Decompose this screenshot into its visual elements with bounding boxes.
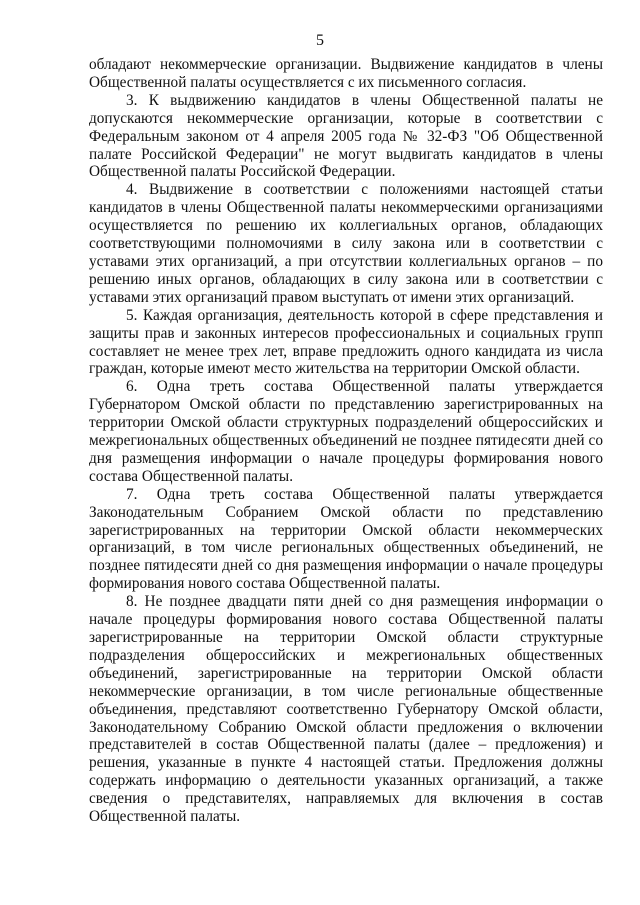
paragraph-item-7: 7. Одна треть состава Общественной палаты утверждается Законодательным Собранием Омской области по представлению зарегистрированных на территории Омской области некоммерческих организаций, в том числе региональных общественных объединений, не позднее пятидесяти дней со дня размещения информации о начале процедуры формирования нового состава Общественной палаты. <box>89 485 603 593</box>
paragraph-item-5: 5. Каждая организация, деятельность которой в сфере представления и защиты прав и законных интересов профессиональных и социальных групп составляет не менее трех лет, вправе предложить одного кандидата из числа граждан, которые имеют место жительства на территории Омской области. <box>89 306 603 378</box>
paragraph-item-6: 6. Одна треть состава Общественной палаты утверждается Губернатором Омской области по представлению зарегистрированных на территории Омской области структурных подразделений общероссийских и межрегиональных общественных объединений не позднее пятидесяти дней со дня размещения информации о начале процедуры формирования нового состава Общественной палаты. <box>89 378 603 485</box>
paragraph-item-3: 3. К выдвижению кандидатов в члены Общественной палаты не допускаются некоммерческие организации, которые в соответствии с Федеральным законом от 4 апреля 2005 года № 32-ФЗ "Об Общественной палате Российской Федерации" не могут выдвигать кандидатов в члены Общественной палаты Российской Федерации. <box>89 91 603 181</box>
paragraph-continuation: обладают некоммерческие организации. Выдвижение кандидатов в члены Общественной палаты осуществляется с их письменного согласия. <box>89 56 603 91</box>
paragraph-item-4: 4. Выдвижение в соответствии с положениями настоящей статьи кандидатов в члены Общественной палаты некоммерческими организациями осуществляется по решению их коллегиальных органов, обладающих соответствующими полномочиями в силу закона или в соответствии с уставами этих организаций, а при отсутствии коллегиальных органов – по решению иных органов, обладающих в силу закона или в соответствии с уставами этих организаций правом выступать от имени этих организаций. <box>89 181 603 306</box>
page-number: 5 <box>316 32 324 49</box>
paragraph-item-8: 8. Не позднее двадцати пяти дней со дня размещения информации о начале процедуры формирования нового состава Общественной палаты зарегистрированные на территории Омской области структурные подразделения общероссийских и межрегиональных общественных объединений, зарегистрированные на территории Омской области некоммерческие организации, в том числе региональные общественные объединения, представляют соответственно Губернатору Омской области, Законодательному Собранию Омской области предложения о включении представителей в состав Общественной палаты (далее – предложения) и решения, указанные в пункте 4 настоящей статьи. Предложения должны содержать информацию о деятельности указанных организаций, а также сведения о представителях, направляемых для включения в состав Общественной палаты. <box>89 593 603 826</box>
document-body <box>89 56 603 826</box>
